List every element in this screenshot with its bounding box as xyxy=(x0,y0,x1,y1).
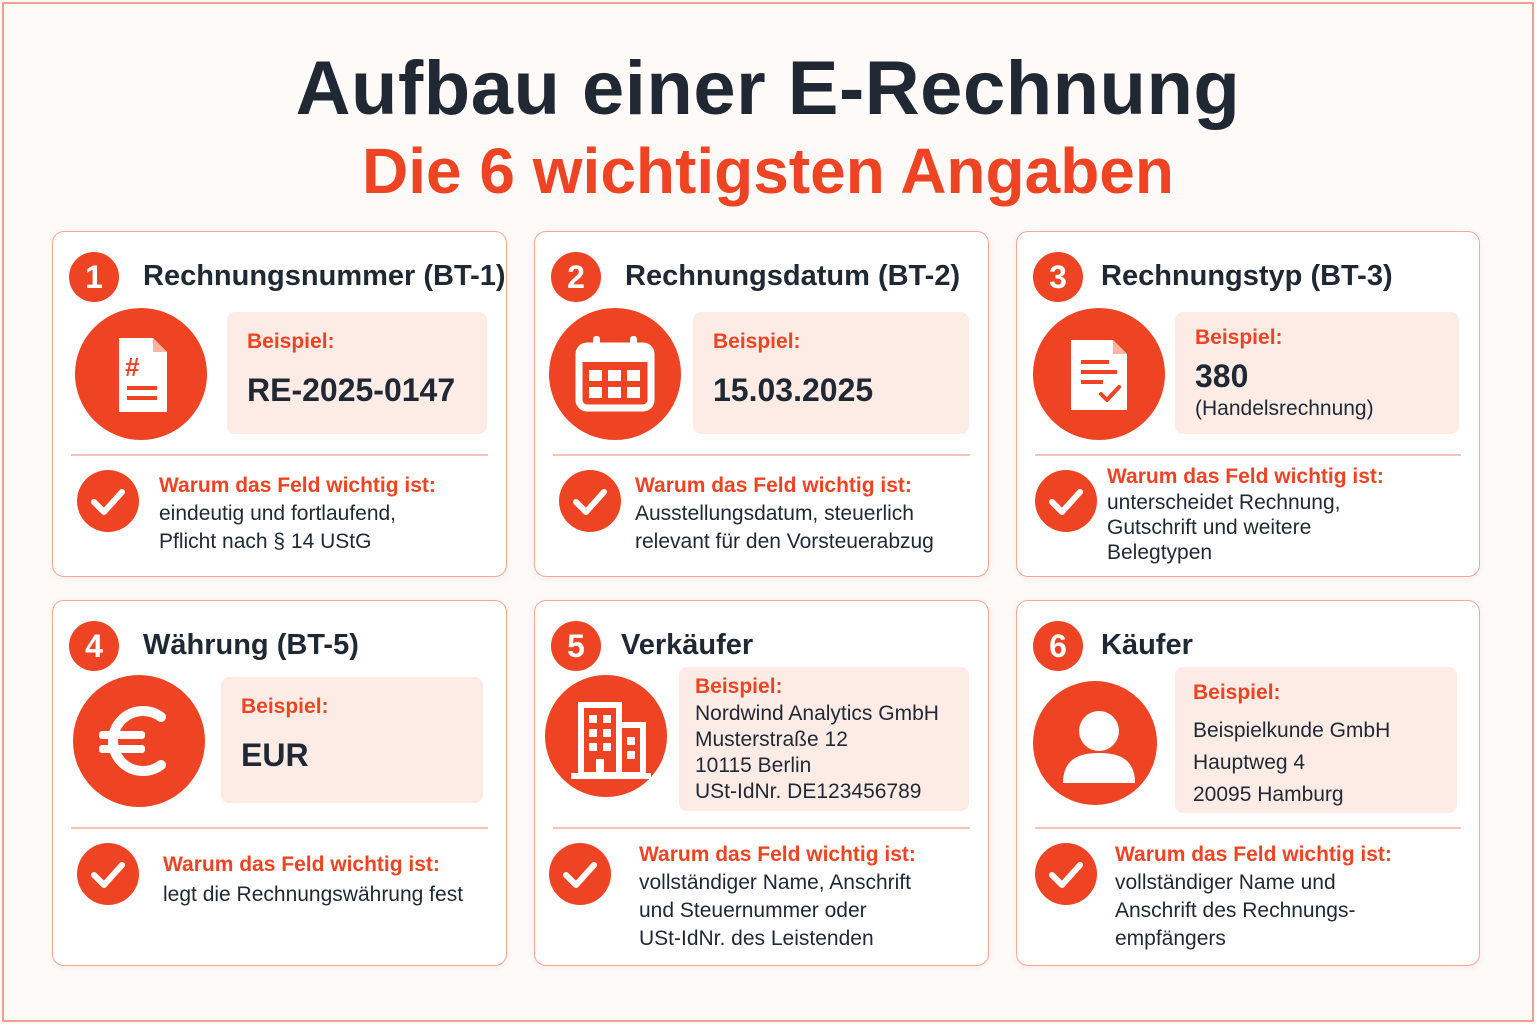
example-value: 15.03.2025 xyxy=(713,372,874,408)
why-label: Warum das Feld wichtig ist: xyxy=(159,474,436,497)
example-line: Beispielkunde GmbH xyxy=(1193,719,1391,742)
building-icon xyxy=(545,675,667,797)
example-value: 380 xyxy=(1195,358,1249,394)
why-line: Anschrift des Rechnungs- xyxy=(1115,899,1356,922)
card-number-badge: 4 xyxy=(69,621,119,671)
divider xyxy=(553,827,970,829)
why-line: empfängers xyxy=(1115,927,1226,950)
checkmark-icon xyxy=(549,843,611,905)
card-title: Käufer xyxy=(1101,629,1193,661)
why-line: eindeutig und fortlaufend, xyxy=(159,502,397,525)
example-box xyxy=(679,667,969,811)
why-line: Gutschrift und weitere xyxy=(1107,516,1312,539)
example-line: 10115 Berlin xyxy=(695,754,812,777)
card-title: Rechnungsnummer (BT-1) xyxy=(143,260,506,292)
why-section xyxy=(635,472,976,556)
example-line: Nordwind Analytics GmbH xyxy=(695,702,939,725)
example-box xyxy=(1175,667,1457,813)
example-box xyxy=(1175,312,1459,434)
example-label: Beispiel: xyxy=(241,695,329,718)
why-section xyxy=(163,851,494,909)
example-line: USt-IdNr. DE123456789 xyxy=(695,780,922,803)
example-lines xyxy=(695,701,953,805)
card-number-badge: 2 xyxy=(551,252,601,302)
card-rechnungsnummer xyxy=(52,231,507,577)
example-label: Beispiel: xyxy=(1195,326,1283,349)
document-hash-icon xyxy=(75,308,207,440)
document-check-icon xyxy=(1033,308,1165,440)
card-number-badge: 6 xyxy=(1033,621,1083,671)
euro-icon xyxy=(73,675,205,807)
why-line: Ausstellungsdatum, steuerlich xyxy=(635,502,914,525)
example-value: EUR xyxy=(241,737,309,773)
checkmark-icon xyxy=(559,470,621,532)
example-label: Beispiel: xyxy=(247,330,335,353)
example-note: (Handelsrechnung) xyxy=(1195,397,1374,420)
card-verkaeufer xyxy=(534,600,989,966)
card-rechnungsdatum xyxy=(534,231,989,577)
checkmark-icon xyxy=(1035,843,1097,905)
card-kaeufer xyxy=(1016,600,1480,966)
why-label: Warum das Feld wichtig ist: xyxy=(163,853,440,876)
card-title: Rechnungstyp (BT-3) xyxy=(1101,260,1393,292)
example-line: Hauptweg 4 xyxy=(1193,751,1306,774)
example-box xyxy=(221,677,483,803)
divider xyxy=(1035,454,1461,456)
why-section xyxy=(639,841,976,953)
example-line: 20095 Hamburg xyxy=(1193,783,1344,806)
why-line: USt-IdNr. des Leistenden xyxy=(639,927,874,950)
card-title: Verkäufer xyxy=(621,629,754,661)
why-line: relevant für den Vorsteuerabzug xyxy=(635,530,934,553)
example-value: RE-2025-0147 xyxy=(247,372,456,408)
why-line: und Steuernummer oder xyxy=(639,899,867,922)
checkmark-icon xyxy=(77,843,139,905)
why-label: Warum das Feld wichtig ist: xyxy=(635,474,912,497)
example-box xyxy=(693,312,969,434)
card-title: Rechnungsdatum (BT-2) xyxy=(625,260,961,292)
card-number-badge: 3 xyxy=(1033,252,1083,302)
checkmark-icon xyxy=(1035,470,1097,532)
example-box xyxy=(227,312,487,434)
checkmark-icon xyxy=(77,470,139,532)
divider xyxy=(553,454,970,456)
card-number-badge: 1 xyxy=(69,252,119,302)
calendar-icon xyxy=(549,308,681,440)
example-label: Beispiel: xyxy=(713,330,801,353)
divider xyxy=(71,827,488,829)
person-icon xyxy=(1033,681,1157,805)
card-number-badge: 5 xyxy=(551,621,601,671)
svg-text:#: # xyxy=(125,352,140,382)
card-title: Währung (BT-5) xyxy=(143,629,359,661)
why-line: vollständiger Name, Anschrift xyxy=(639,871,911,894)
example-line: Musterstraße 12 xyxy=(695,728,848,751)
example-lines xyxy=(1193,715,1439,811)
card-waehrung xyxy=(52,600,507,966)
why-line: vollständiger Name und xyxy=(1115,871,1336,894)
why-line: Pflicht nach § 14 UStG xyxy=(159,530,372,553)
why-section xyxy=(1115,841,1467,953)
why-label: Warum das Feld wichtig ist: xyxy=(639,843,916,866)
why-line: Belegtypen xyxy=(1107,541,1213,564)
why-line: legt die Rechnungswährung fest xyxy=(163,883,464,906)
page-subtitle: Die 6 wichtigsten Angaben xyxy=(362,135,1174,207)
why-label: Warum das Feld wichtig ist: xyxy=(1115,843,1392,866)
card-rechnungstyp xyxy=(1016,231,1480,577)
example-label: Beispiel: xyxy=(695,675,783,698)
page-title: Aufbau einer E-Rechnung xyxy=(295,46,1241,131)
example-label: Beispiel: xyxy=(1193,681,1281,704)
divider xyxy=(1035,827,1461,829)
why-section xyxy=(1107,464,1467,565)
divider xyxy=(71,454,488,456)
why-label: Warum das Feld wichtig ist: xyxy=(1107,465,1384,488)
why-line: unterscheidet Rechnung, xyxy=(1107,491,1341,514)
why-section xyxy=(159,472,494,556)
